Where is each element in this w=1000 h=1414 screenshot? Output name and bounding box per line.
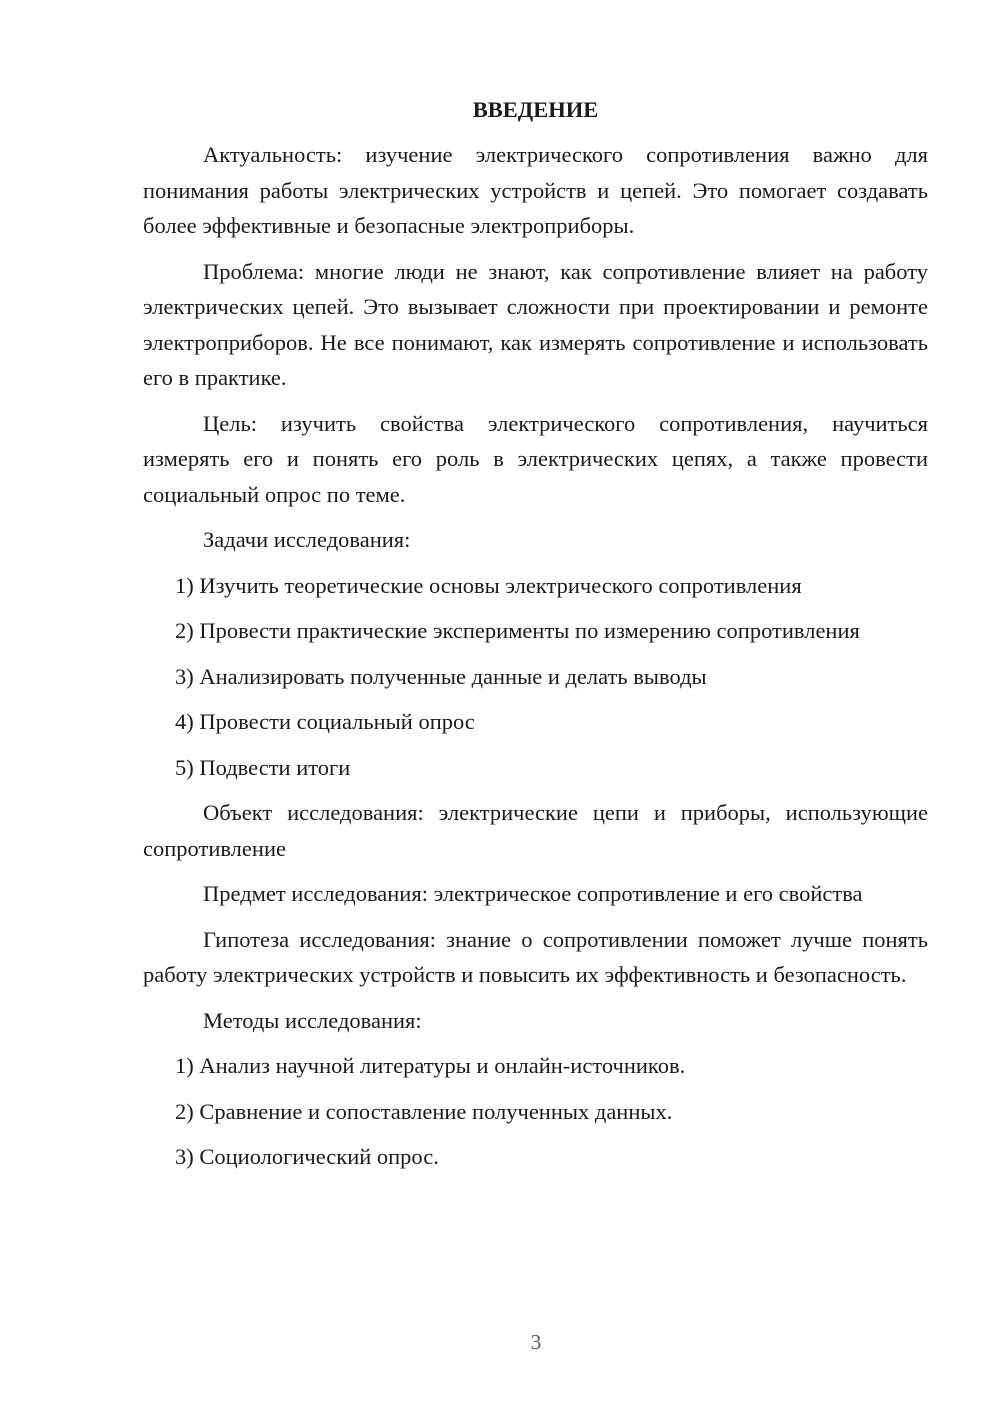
object-paragraph: Объект исследования: электрические цепи и приборы, использующие сопротивление [143,800,928,861]
page-number: 3 [530,1330,542,1354]
methods-heading: Методы исследования: [203,1007,422,1033]
relevance-paragraph: Актуальность: изучение электрического сопротивления важно для понимания работы электрических устройств и цепей. Это помогает создавать более эффективные и безопасные электроприборы. [143,142,928,238]
method-item-3: 3) Социологический опрос. [175,1144,439,1169]
tasks-heading: Задачи исследования: [203,527,411,552]
section-title: ВВЕДЕНИЕ [472,97,599,122]
subject-paragraph: Предмет исследования: электрическое сопротивление и его свойства [203,881,863,906]
task-item-2: 2) Провести практические эксперименты по измерению сопротивления [175,618,860,643]
method-item-1: 1) Анализ научной литературы и онлайн-источников. [175,1053,686,1078]
page-content [143,92,928,1185]
task-item-1: 1) Изучить теоретические основы электрического сопротивления [175,572,802,598]
hypothesis-paragraph: Гипотеза исследования: знание о сопротивлении поможет лучше понять работу электрических устройств и повысить их эффективность и безопасность. [143,926,928,987]
task-item-4: 4) Провести социальный опрос [175,709,475,734]
task-item-3: 3) Анализировать полученные данные и делать выводы [175,663,707,689]
method-item-2: 2) Сравнение и сопоставление полученных данных. [175,1098,673,1124]
problem-paragraph: Проблема: многие люди не знают, как сопротивление влияет на работу электрических цепей. Это вызывает сложности при проектировании и ремонте электроприборов. Не все понимают, как измерять сопротивление и использовать его в практике. [143,258,928,390]
goal-paragraph: Цель: изучить свойства электрического сопротивления, научиться измерять его и понять его роль в электрических цепях, а также провести социальный опрос по теме. [143,410,928,507]
task-item-5: 5) Подвести итоги [175,754,351,780]
